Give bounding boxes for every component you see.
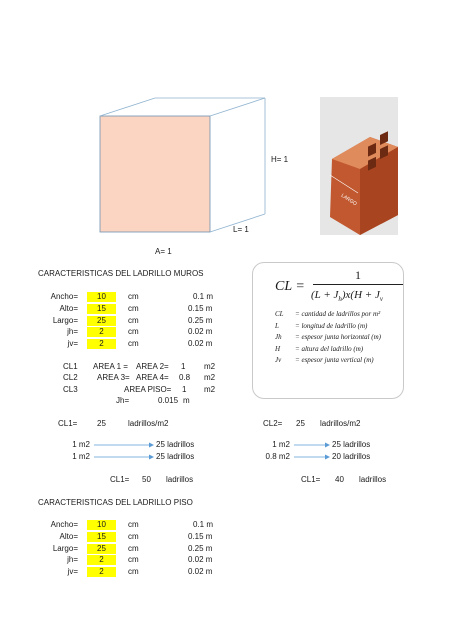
cl1-result-value: 25 bbox=[97, 419, 106, 428]
denominator-sub2: v bbox=[379, 295, 383, 304]
legend-symbol: Jv bbox=[275, 356, 282, 364]
piso-largo-unit: cm bbox=[128, 544, 139, 553]
muros-jv-value: 2 bbox=[99, 339, 104, 348]
cl1-result-unit: ladrillos/m2 bbox=[128, 419, 169, 428]
muros-alto-value: 15 bbox=[97, 304, 106, 313]
legend-row bbox=[275, 355, 381, 367]
muros-jh-converted: 0.02 m bbox=[188, 327, 213, 336]
muros-jv-cell bbox=[87, 339, 116, 349]
brick-photo bbox=[320, 97, 398, 235]
piso-alto-label: Alto= bbox=[59, 532, 78, 541]
muros-jh-cell bbox=[87, 327, 116, 337]
cube-front-face bbox=[100, 116, 210, 232]
muros-jh-unit: cm bbox=[128, 327, 139, 336]
piso-jh-unit: cm bbox=[128, 555, 139, 564]
area-piso-value: 1 bbox=[182, 385, 187, 394]
muros-largo-unit: cm bbox=[128, 316, 139, 325]
jh-calc-value: 0.015 bbox=[158, 396, 179, 405]
piso-largo-cell bbox=[87, 544, 116, 554]
piso-jv-cell bbox=[87, 567, 116, 577]
arrow-head bbox=[149, 443, 154, 448]
piso-jv-unit: cm bbox=[128, 567, 139, 576]
legend-text: = altura del ladrillo (m) bbox=[295, 344, 364, 353]
denominator-mid: )x(H + J bbox=[341, 289, 380, 301]
total-right-unit: ladrillos bbox=[359, 475, 387, 484]
legend-symbol: H bbox=[275, 344, 281, 353]
piso-ancho-converted: 0.1 m bbox=[193, 520, 214, 529]
formula-lhs: CL = bbox=[275, 279, 305, 294]
muros-ancho-unit: cm bbox=[128, 292, 139, 301]
legend-text: = espesor junta vertical (m) bbox=[295, 356, 374, 364]
piso-title: CARACTERISTICAS DEL LADRILLO PISO bbox=[38, 498, 193, 507]
muros-largo-label: Largo= bbox=[52, 316, 78, 325]
piso-largo-value: 25 bbox=[97, 544, 106, 553]
muros-ancho-cell bbox=[87, 292, 116, 302]
muros-title: CARACTERISTICAS DEL LADRILLO MUROS bbox=[38, 269, 204, 278]
left-conv-to-2: 25 ladrillos bbox=[156, 452, 195, 461]
left-conv-to-1: 25 ladrillos bbox=[156, 440, 195, 449]
piso-ancho-unit: cm bbox=[128, 520, 139, 529]
muros-jh-label: jh= bbox=[67, 327, 78, 336]
total-left-label: CL1= bbox=[110, 475, 130, 484]
legend-row bbox=[275, 332, 381, 344]
cl2-result-label: CL2= bbox=[263, 419, 283, 428]
area1-label: AREA 1 = bbox=[93, 362, 128, 371]
muros-alto-converted: 0.15 m bbox=[188, 304, 213, 313]
legend-row bbox=[275, 321, 381, 333]
right-conv-from-1: 1 m2 bbox=[272, 440, 290, 449]
piso-alto-unit: cm bbox=[128, 532, 139, 541]
cl2-result-value: 25 bbox=[296, 419, 305, 428]
muros-ancho-label: Ancho= bbox=[50, 292, 78, 301]
muros-jv-label: jv= bbox=[67, 339, 78, 348]
piso-ancho-cell bbox=[87, 520, 116, 530]
muros-jv-unit: cm bbox=[128, 339, 139, 348]
piso-ancho-value: 10 bbox=[97, 520, 106, 529]
total-left-value: 50 bbox=[142, 475, 151, 484]
muros-largo-value: 25 bbox=[97, 316, 106, 325]
cl1-result-label: CL1= bbox=[58, 419, 78, 428]
area4-label: AREA 4= bbox=[136, 373, 169, 382]
legend-text: = espesor junta horizontal (m) bbox=[295, 333, 381, 341]
cube-edge bbox=[210, 98, 265, 116]
area2-label: AREA 2= bbox=[136, 362, 169, 371]
arrow-head bbox=[325, 443, 330, 448]
piso-ancho-label: Ancho= bbox=[50, 520, 78, 529]
muros-ancho-value: 10 bbox=[97, 292, 106, 301]
piso-jh-converted: 0.02 m bbox=[188, 555, 213, 564]
legend-symbol: L bbox=[275, 321, 279, 330]
muros-alto-unit: cm bbox=[128, 304, 139, 313]
muros-alto-cell bbox=[87, 304, 116, 314]
piso-alto-converted: 0.15 m bbox=[188, 532, 213, 541]
length-label: L= 1 bbox=[233, 225, 249, 234]
piso-largo-label: Largo= bbox=[52, 544, 78, 553]
denominator-part: (L + J bbox=[311, 289, 339, 301]
legend-row bbox=[275, 309, 381, 321]
legend-text: = longitud de ladrillo (m) bbox=[295, 321, 368, 330]
cl2-result-unit: ladrillos/m2 bbox=[320, 419, 361, 428]
legend-row bbox=[275, 344, 381, 356]
piso-jh-label: jh= bbox=[67, 555, 78, 564]
height-label: H= 1 bbox=[271, 155, 289, 164]
muros-largo-converted: 0.25 m bbox=[188, 316, 213, 325]
total-right-value: 40 bbox=[335, 475, 344, 484]
cube-edge bbox=[100, 98, 155, 116]
legend-text: = cantidad de ladrillos por m² bbox=[295, 310, 381, 318]
cl1-label: CL1 bbox=[63, 362, 78, 371]
muros-jh-value: 2 bbox=[99, 327, 104, 336]
muros-ancho-converted: 0.1 m bbox=[193, 292, 214, 301]
legend-symbol: CL bbox=[275, 310, 284, 318]
area4-unit: m2 bbox=[204, 373, 216, 382]
area2-value: 1 bbox=[181, 362, 186, 371]
area-piso-label: AREA PISO= bbox=[124, 385, 172, 394]
area3-label: AREA 3= bbox=[97, 373, 130, 382]
fraction-bar bbox=[313, 284, 404, 285]
area2-unit: m2 bbox=[204, 362, 216, 371]
total-left-unit: ladrillos bbox=[166, 475, 194, 484]
legend-symbol: Jh bbox=[275, 333, 282, 341]
denominator-sub: h bbox=[338, 295, 342, 304]
piso-alto-cell bbox=[87, 532, 116, 542]
area4-value: 0.8 bbox=[179, 373, 191, 382]
formula-denominator bbox=[311, 289, 383, 305]
width-label: A= 1 bbox=[155, 247, 172, 256]
left-conv-from-2: 1 m2 bbox=[72, 452, 90, 461]
muros-alto-label: Alto= bbox=[59, 304, 78, 313]
jh-calc-unit: m bbox=[183, 396, 190, 405]
piso-largo-converted: 0.25 m bbox=[188, 544, 213, 553]
brick-photo-label: LARGO bbox=[339, 192, 358, 208]
formula-numerator: 1 bbox=[355, 268, 361, 282]
muros-jv-converted: 0.02 m bbox=[188, 339, 213, 348]
right-conv-from-2: 0.8 m2 bbox=[265, 452, 290, 461]
piso-jh-value: 2 bbox=[99, 555, 104, 564]
left-conv-from-1: 1 m2 bbox=[72, 440, 90, 449]
piso-jv-converted: 0.02 m bbox=[188, 567, 213, 576]
piso-jh-cell bbox=[87, 555, 116, 565]
cl3-label: CL3 bbox=[63, 385, 78, 394]
piso-jv-label: jv= bbox=[67, 567, 78, 576]
total-right-label: CL1= bbox=[301, 475, 321, 484]
arrow-head bbox=[149, 455, 154, 460]
jh-calc-label: Jh= bbox=[116, 396, 130, 405]
piso-jv-value: 2 bbox=[99, 567, 104, 576]
right-conv-to-2: 20 ladrillos bbox=[332, 452, 371, 461]
right-conv-to-1: 25 ladrillos bbox=[332, 440, 371, 449]
muros-largo-cell bbox=[87, 316, 116, 326]
formula-box bbox=[252, 262, 404, 399]
area-piso-unit: m2 bbox=[204, 385, 216, 394]
formula-legend bbox=[275, 309, 381, 367]
arrow-head bbox=[325, 455, 330, 460]
piso-alto-value: 15 bbox=[97, 532, 106, 541]
cl2-label: CL2 bbox=[63, 373, 78, 382]
